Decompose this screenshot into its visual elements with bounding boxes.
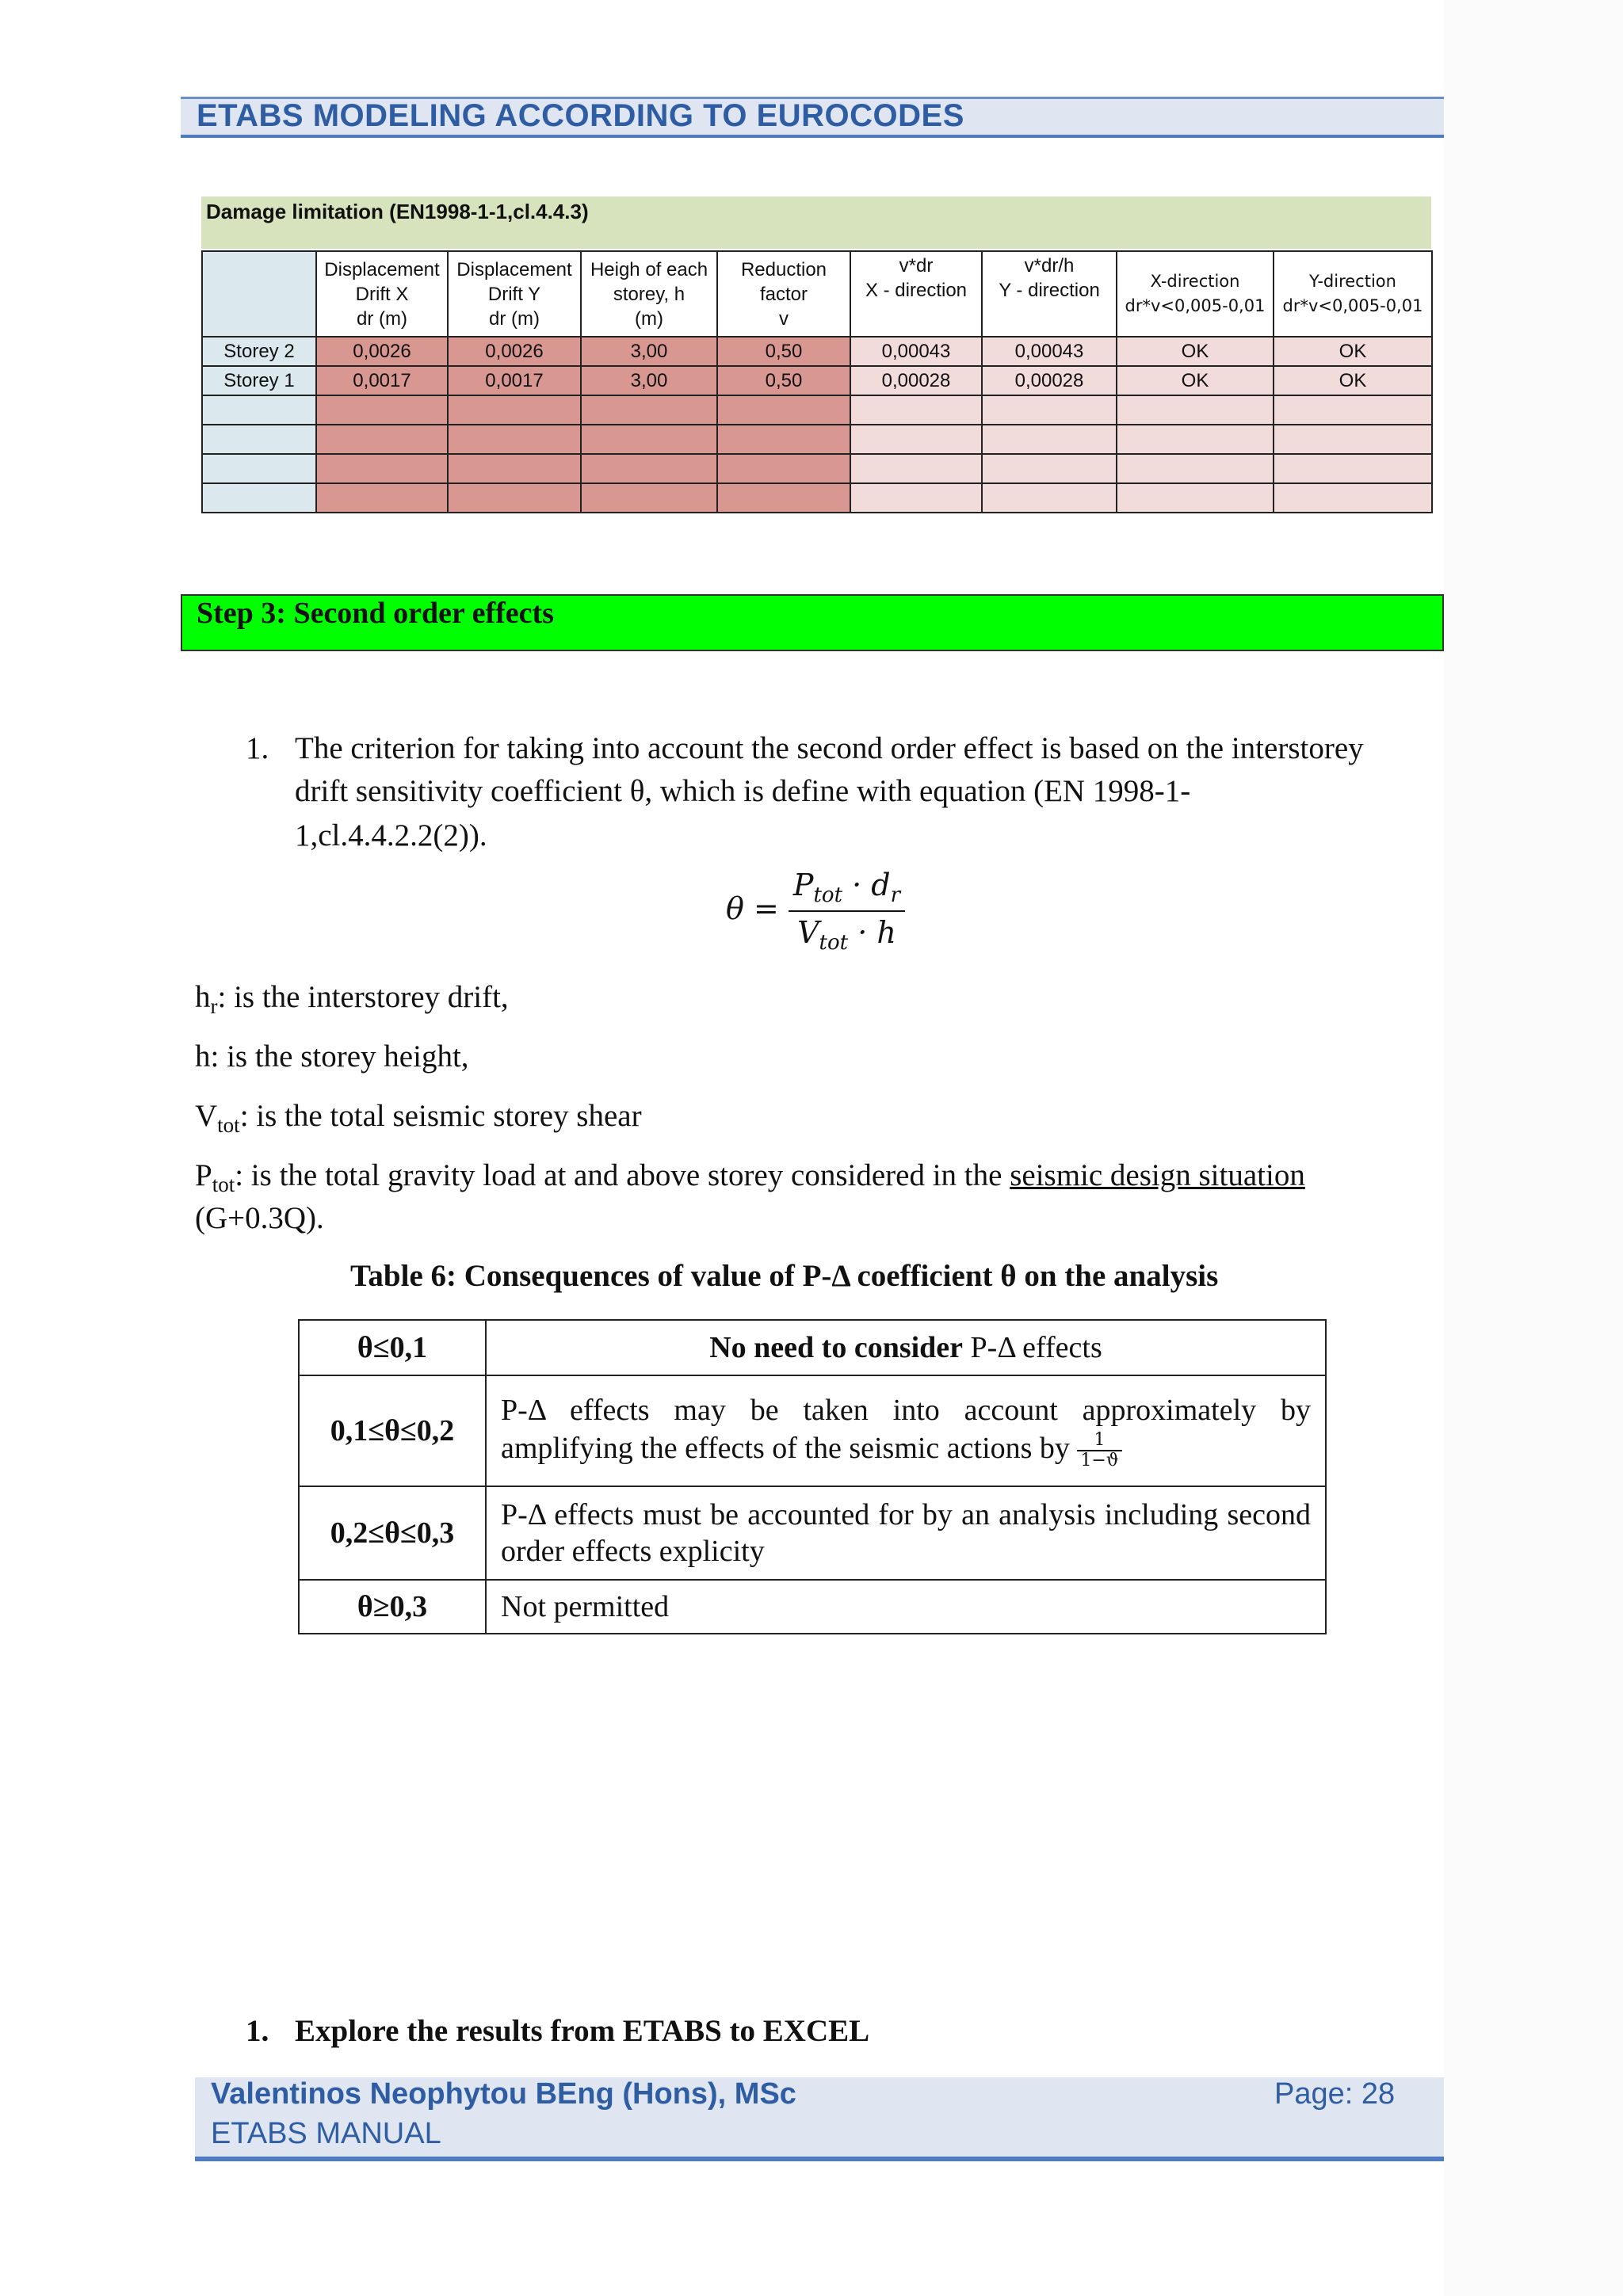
consequence-cell: P-Δ effects may be taken into account approximately by amplifying the effects of the seismic actions by $\frac{1}{1-ϑ}$ xyxy=(486,1375,1326,1486)
column-header: Displacement Drift Y dr (m) xyxy=(448,251,581,337)
storey-height-cell: 3,00 xyxy=(581,337,717,366)
table-row xyxy=(299,1580,1326,1634)
damage-table-title: Damage limitation (EN1998-1-1,cl.4.4.3) xyxy=(206,200,589,223)
check-x-cell: OK xyxy=(1117,337,1274,366)
drift-x-cell: 0,0026 xyxy=(316,337,448,366)
check-x-cell: OK xyxy=(1117,366,1274,395)
damage-limitation-table xyxy=(201,250,1433,513)
table-row xyxy=(299,1320,1326,1375)
table-row-empty xyxy=(202,483,1432,513)
table-row-empty xyxy=(202,454,1432,483)
equation-fraction: $\frac{P_{tot} \cdot d_r}{V_{tot} \cdot h}$ xyxy=(789,868,905,955)
table6-caption: Table 6: Consequences of value of P-Δ coefficient θ on the analysis xyxy=(350,1259,1219,1293)
vdr-x-cell: 0,00043 xyxy=(850,337,982,366)
reduction-factor-cell: 0,50 xyxy=(717,366,850,395)
storey-label: Storey 1 xyxy=(202,366,316,395)
footer-author: Valentinos Neophytou BEng (Hons), MSc xyxy=(211,2077,796,2111)
page-header-title: ETABS MODELING ACCORDING TO EUROCODES xyxy=(197,98,964,133)
table-row xyxy=(299,1486,1326,1580)
column-header: X-direction dr*v<0,005-0,01 xyxy=(1117,251,1274,337)
vdr-x-cell: 0,00028 xyxy=(850,366,982,395)
table-row xyxy=(202,366,1432,395)
reduction-factor-cell: 0,50 xyxy=(717,337,850,366)
column-header: Reduction factor v xyxy=(717,251,850,337)
drift-y-cell: 0,0026 xyxy=(448,337,581,366)
paragraph-line: 1,cl.4.4.2.2(2)). xyxy=(295,818,487,852)
column-header: Displacement Drift X dr (m) xyxy=(316,251,448,337)
condition-cell: θ≥0,3 xyxy=(299,1580,486,1634)
table-row-empty xyxy=(202,425,1432,454)
paragraph-line: The criterion for taking into account the second order effect is based on the interstorey xyxy=(295,731,1364,765)
table6 xyxy=(298,1319,1327,1634)
vdr-y-cell: 0,00043 xyxy=(982,337,1117,366)
step-heading: Step 3: Second order effects xyxy=(197,597,554,630)
table-row xyxy=(299,1375,1326,1486)
equation-lhs: θ = xyxy=(726,891,779,926)
condition-cell: θ≤0,1 xyxy=(299,1320,486,1375)
amplification-fraction: $\frac{1}{1-ϑ}$ xyxy=(1077,1431,1121,1470)
theta-equation xyxy=(726,868,905,955)
list-number: 1. xyxy=(246,2014,269,2048)
paragraph-line: drift sensitivity coefficient θ, which is define with equation (EN 1998-1- xyxy=(295,774,1191,808)
footer-manual-title: ETABS MANUAL xyxy=(211,2117,441,2150)
page-margin-shade xyxy=(1444,0,1623,2296)
definition-shear: $V_{tot}$: is the total seismic storey shear xyxy=(195,1099,642,1137)
consequence-cell: No need to consider P-Δ effects xyxy=(486,1320,1326,1375)
drift-x-cell: 0,0017 xyxy=(316,366,448,395)
damage-table-header-row xyxy=(202,251,1432,337)
storey-height-cell: 3,00 xyxy=(581,366,717,395)
seismic-design-situation-link[interactable]: seismic design situation xyxy=(1010,1158,1305,1192)
table-row xyxy=(202,337,1432,366)
column-header: v*dr/h Y - direction xyxy=(982,251,1117,337)
column-header: Y-direction dr*v<0,005-0,01 xyxy=(1274,251,1432,337)
column-header: v*dr X - direction xyxy=(850,251,982,337)
storey-label: Storey 2 xyxy=(202,337,316,366)
consequence-cell: P-Δ effects must be accounted for by an analysis including second order effects explicity xyxy=(486,1486,1326,1580)
list-number: 1. xyxy=(246,731,269,765)
vdr-y-cell: 0,00028 xyxy=(982,366,1117,395)
definition-gravity-load: $P_{tot}$: is the total gravity load at and above storey considered in the seismic design situation xyxy=(195,1158,1305,1196)
header-blank-cell xyxy=(202,251,316,337)
column-header: Heigh of each storey, h (m) xyxy=(581,251,717,337)
table-row-empty xyxy=(202,395,1432,425)
check-y-cell: OK xyxy=(1274,366,1432,395)
definition-gravity-load-cont: (G+0.3Q). xyxy=(195,1201,324,1235)
definition-drift: $h_r$: is the interstorey drift, xyxy=(195,980,509,1018)
drift-y-cell: 0,0017 xyxy=(448,366,581,395)
footer-page-number: Page: 28 xyxy=(1274,2077,1396,2111)
consequence-cell: Not permitted xyxy=(486,1580,1326,1634)
condition-cell: 0,1≤θ≤0,2 xyxy=(299,1375,486,1486)
section-heading: Explore the results from ETABS to EXCEL xyxy=(295,2014,870,2048)
definition-height: h: is the storey height, xyxy=(195,1039,469,1074)
condition-cell: 0,2≤θ≤0,3 xyxy=(299,1486,486,1580)
check-y-cell: OK xyxy=(1274,337,1432,366)
